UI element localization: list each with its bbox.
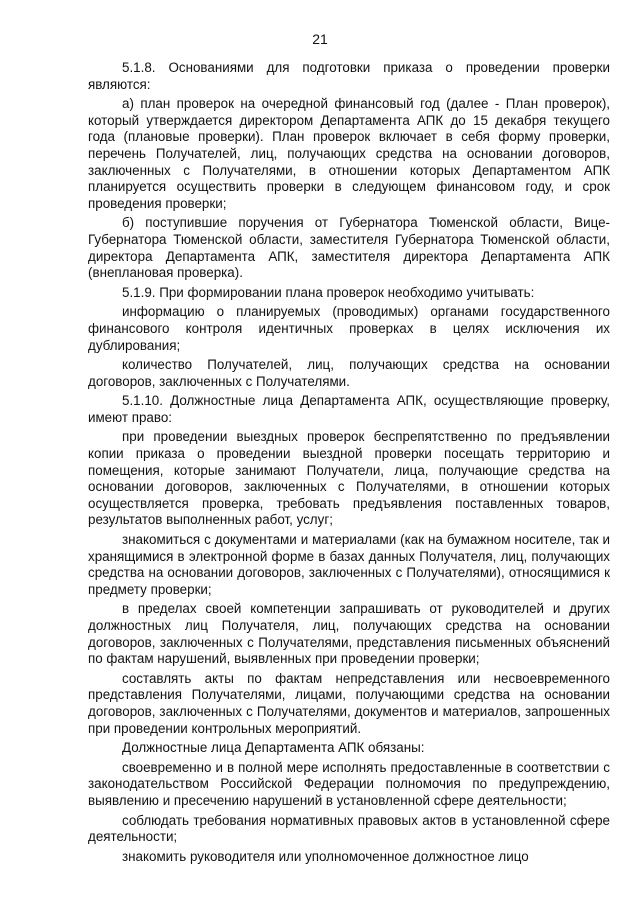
paragraph-duty-execute: своевременно и в полной мере исполнять предоставленные в соответствии с законодательством Российской Федерации полномочия по предупреждению, выявлению и пресечению нарушений в установленной сфере деятельности; [88, 759, 610, 808]
paragraph-duties-heading: Должностные лица Департамента АПК обязаны: [122, 740, 425, 756]
paragraph-right-request: в пределах своей компетенции запрашивать от руководителей и других должностных лиц Получателя, лиц, получающих средства на основании договоров, заключенных с Получателями, представления письменных объяснений по фактам нарушений, выявленных при проведении проверки; [88, 601, 610, 667]
paragraph-duty-inform: знакомить руководителя или уполномоченное должностное лицо [122, 848, 529, 864]
paragraph-plan-item-b: б) поступившие поручения от Губернатора Тюменской области, Вице-Губернатора Тюменской области, заместителя Губернатора Тюменской области, директора Департамента АПК, заместителя директора Департамента АПК (внеплановая проверка). [88, 215, 610, 281]
paragraph-plan-item-a: а) план проверок на очередной финансовый год (далее - План проверок), который утверждается директором Департамента АПК до 15 декабря текущего года (плановые проверки). План проверок включает в себя форму проверки, перечень Получателей, лиц, получающих средства на основании договоров, заключенных с Получателями, в отношении которых Департаментом АПК планируется осуществить проверки в следующем финансовом году, и срок проведения проверки; [88, 96, 610, 211]
paragraph-right-visit: при проведении выездных проверок беспрепятственно по предъявлении копии приказа о проведении выездной проверки посещать территорию и помещения, которые занимают Получатели, лица, получающие средства на основании договоров, заключенных с Получателями, в отношении которых осуществляется проверка, требовать предъявления поставленных товаров, результатов выполненных работ, услуг; [88, 429, 610, 528]
paragraph-5-1-8: 5.1.8. Основаниями для подготовки приказа о проведении проверки являются: [88, 60, 610, 92]
paragraph-control-info: информацию о планируемых (проводимых) органами государственного финансового контроля идентичных проверках в целях исключения их дублирования; [88, 304, 610, 353]
paragraph-recipient-count: количество Получателей, лиц, получающих средства на основании договоров, заключенных с Получателями. [88, 357, 610, 389]
paragraph-right-documents: знакомиться с документами и материалами (как на бумажном носителе, так и хранящимися в электронной форме в базах данных Получателя, лиц, получающих средства на основании договоров, заключенных с Получателями), относящимися к предмету проверки; [88, 532, 610, 597]
paragraph-5-1-10: 5.1.10. Должностные лица Департамента АПК, осуществляющие проверку, имеют право: [88, 393, 610, 425]
paragraph-duty-comply: соблюдать требования нормативных правовых актов в установленной сфере деятельности; [88, 812, 610, 845]
page-number: 21 [312, 31, 328, 47]
paragraph-5-1-9: 5.1.9. При формировании плана проверок необходимо учитывать: [122, 284, 535, 300]
document-body [88, 60, 610, 868]
paragraph-right-acts: составлять акты по фактам непредставления или несвоевременного представления Получателями, лицами, получающими средства на основании договоров, заключенных с Получателями, документов и материалов, запрошенных при проведении контрольных мероприятий. [88, 670, 610, 736]
